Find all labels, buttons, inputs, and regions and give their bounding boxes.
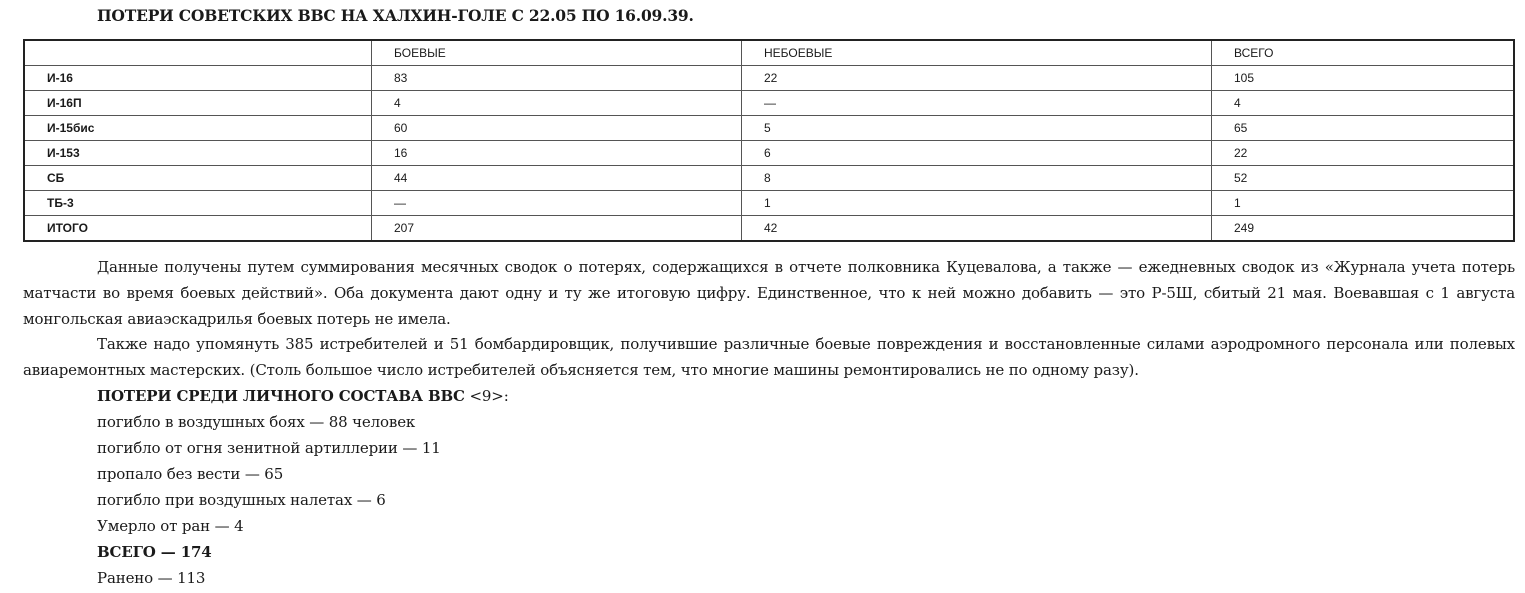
personnel-line: погибло в воздушных боях — 88 человек: [97, 413, 416, 431]
combat-cell: —: [372, 191, 742, 216]
noncombat-cell: 42: [742, 216, 1212, 242]
table-row: [24, 166, 1514, 191]
row-label: И-15бис: [24, 116, 372, 141]
table-row: [24, 66, 1514, 91]
noncombat-cell: 22: [742, 66, 1212, 91]
noncombat-cell: 6: [742, 141, 1212, 166]
total-cell: 52: [1212, 166, 1515, 191]
losses-table: [23, 39, 1515, 242]
footnote-ref: <9>:: [464, 387, 509, 405]
combat-cell: 207: [372, 216, 742, 242]
personnel-total: ВСЕГО — 174: [97, 543, 212, 561]
combat-cell: 44: [372, 166, 742, 191]
paragraph-data-source: Данные получены путем суммирования месячных сводок о потерях, содержащихся в отчете полковника Куцевалова, а также — ежедневных сводок из «Журнала учета потерь матчасти во время боевых действий». Оба документа дают одну и ту же итоговую цифру. Единственное, что к ней можно добавить — это Р-5Ш, сбитый 21 мая. Воевавшая с 1 августа монгольская авиаэскадрилья боевых потерь не имела.: [23, 258, 1515, 328]
header-cell-total: ВСЕГО: [1212, 40, 1515, 66]
personnel-line: погибло от огня зенитной артиллерии — 11: [97, 439, 441, 457]
personnel-wounded: Ранено — 113: [97, 569, 206, 587]
table-row: [24, 116, 1514, 141]
noncombat-cell: 1: [742, 191, 1212, 216]
table-header-row: [24, 40, 1514, 66]
combat-cell: 60: [372, 116, 742, 141]
table-row: [24, 191, 1514, 216]
total-cell: 1: [1212, 191, 1515, 216]
personnel-heading-line: [97, 383, 509, 409]
noncombat-cell: 8: [742, 166, 1212, 191]
row-label: И-16: [24, 66, 372, 91]
total-cell: 22: [1212, 141, 1515, 166]
row-label: ТБ-3: [24, 191, 372, 216]
personnel-line: погибло при воздушных налетах — 6: [97, 491, 386, 509]
total-cell: 4: [1212, 91, 1515, 116]
personnel-heading: ПОТЕРИ СРЕДИ ЛИЧНОГО СОСТАВА ВВС: [97, 387, 465, 405]
total-cell: 105: [1212, 66, 1515, 91]
combat-cell: 4: [372, 91, 742, 116]
table-title: ПОТЕРИ СОВЕТСКИХ ВВС НА ХАЛХИН-ГОЛЕ С 22.05 ПО 16.09.39.: [97, 6, 694, 25]
row-label: ИТОГО: [24, 216, 372, 242]
header-cell-noncombat: НЕБОЕВЫЕ: [742, 40, 1212, 66]
noncombat-cell: —: [742, 91, 1212, 116]
personnel-losses: [97, 383, 509, 591]
table-total-row: [24, 216, 1514, 242]
personnel-line: Умерло от ран — 4: [97, 517, 244, 535]
total-cell: 65: [1212, 116, 1515, 141]
row-label: И-153: [24, 141, 372, 166]
combat-cell: 83: [372, 66, 742, 91]
row-label: СБ: [24, 166, 372, 191]
paragraph-damaged-aircraft: Также надо упомянуть 385 истребителей и 51 бомбардировщик, получившие различные боевые повреждения и восстановленные силами аэродромного персонала или полевых авиаремонтных мастерских. (Столь большое число истребителей объясняется тем, что многие машины ремонтировались не по одному разу).: [23, 335, 1515, 379]
total-cell: 249: [1212, 216, 1515, 242]
table-row: [24, 141, 1514, 166]
table-row: [24, 91, 1514, 116]
noncombat-cell: 5: [742, 116, 1212, 141]
header-cell-combat: БОЕВЫЕ: [372, 40, 742, 66]
row-label: И-16П: [24, 91, 372, 116]
header-cell-empty: [24, 40, 372, 66]
personnel-line: пропало без вести — 65: [97, 465, 284, 483]
combat-cell: 16: [372, 141, 742, 166]
